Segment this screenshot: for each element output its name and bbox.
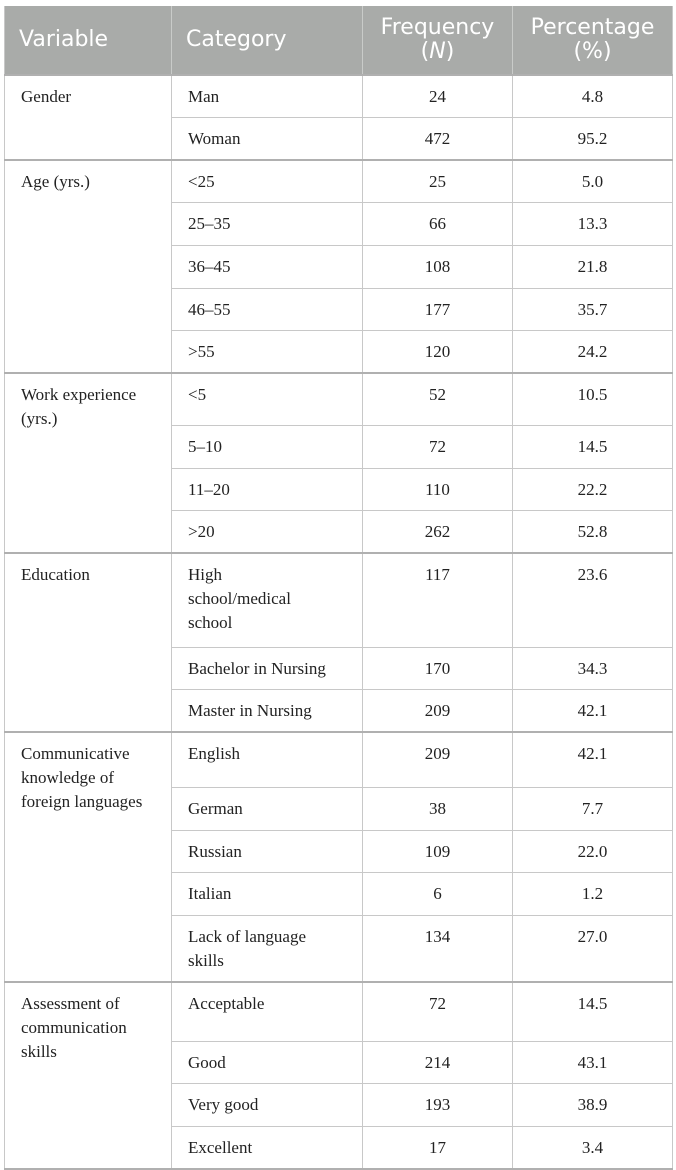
percentage-cell: 35.7 [513, 289, 673, 331]
category-cell: Master in Nursing [172, 689, 363, 732]
frequency-cell: 38 [363, 787, 513, 830]
percentage-cell: 42.1 [513, 689, 673, 732]
header-category: Category [172, 6, 363, 75]
table-row [5, 373, 673, 425]
frequency-cell: 170 [363, 647, 513, 689]
header-percentage-label: Percentage [530, 15, 655, 40]
percentage-cell: 1.2 [513, 872, 673, 915]
percentage-cell: 7.7 [513, 787, 673, 830]
category-cell: <5 [172, 373, 363, 425]
percentage-cell: 3.4 [513, 1127, 673, 1170]
percentage-cell: 5.0 [513, 160, 673, 203]
category-cell: Russian [172, 830, 363, 872]
percentage-cell: 27.0 [513, 915, 673, 982]
table-row [5, 553, 673, 647]
percentage-cell: 23.6 [513, 553, 673, 647]
percentage-cell: 13.3 [513, 203, 673, 246]
header-variable: Variable [5, 6, 172, 75]
frequency-cell: 117 [363, 553, 513, 647]
frequency-cell: 24 [363, 75, 513, 118]
table-row [5, 160, 673, 203]
category-cell: 11–20 [172, 468, 363, 510]
frequency-cell: 6 [363, 872, 513, 915]
header-frequency-unit: (N) [420, 39, 455, 64]
frequency-cell: 17 [363, 1127, 513, 1170]
frequency-cell: 177 [363, 289, 513, 331]
percentage-cell: 22.2 [513, 468, 673, 510]
category-cell: >55 [172, 331, 363, 374]
percentage-cell: 43.1 [513, 1042, 673, 1084]
variable-cell: Age (yrs.) [5, 160, 172, 373]
table-row [5, 732, 673, 787]
frequency-cell: 66 [363, 203, 513, 246]
variable-cell: Assessment of communication skills [5, 982, 172, 1170]
category-cell: Lack of language skills [172, 915, 363, 982]
table-row [5, 982, 673, 1042]
table-container [4, 6, 672, 1170]
demographics-table [4, 6, 673, 1170]
category-cell: 36–45 [172, 246, 363, 289]
category-cell: 25–35 [172, 203, 363, 246]
variable-cell: Work experience (yrs.) [5, 373, 172, 553]
variable-cell: Communicative knowledge of foreign languages [5, 732, 172, 982]
frequency-cell: 262 [363, 510, 513, 553]
frequency-cell: 25 [363, 160, 513, 203]
frequency-cell: 109 [363, 830, 513, 872]
category-cell: Excellent [172, 1127, 363, 1170]
header-frequency-label: Frequency [380, 15, 495, 40]
frequency-cell: 209 [363, 689, 513, 732]
category-cell: German [172, 787, 363, 830]
percentage-cell: 21.8 [513, 246, 673, 289]
category-cell: <25 [172, 160, 363, 203]
category-cell: 5–10 [172, 425, 363, 468]
frequency-cell: 72 [363, 425, 513, 468]
frequency-cell: 472 [363, 118, 513, 161]
table-body [5, 75, 673, 1169]
frequency-cell: 110 [363, 468, 513, 510]
frequency-cell: 120 [363, 331, 513, 374]
frequency-cell: 209 [363, 732, 513, 787]
category-cell: High school/medical school [172, 553, 363, 647]
percentage-cell: 10.5 [513, 373, 673, 425]
category-cell: Bachelor in Nursing [172, 647, 363, 689]
category-cell: Good [172, 1042, 363, 1084]
category-cell: Woman [172, 118, 363, 161]
table-header [5, 6, 673, 75]
category-cell: 46–55 [172, 289, 363, 331]
percentage-cell: 38.9 [513, 1084, 673, 1127]
percentage-cell: 34.3 [513, 647, 673, 689]
category-cell: Acceptable [172, 982, 363, 1042]
percentage-cell: 95.2 [513, 118, 673, 161]
frequency-cell: 72 [363, 982, 513, 1042]
frequency-cell: 214 [363, 1042, 513, 1084]
variable-cell: Gender [5, 75, 172, 160]
category-cell: English [172, 732, 363, 787]
header-frequency [363, 6, 513, 75]
percentage-cell: 14.5 [513, 982, 673, 1042]
category-cell: Italian [172, 872, 363, 915]
percentage-cell: 42.1 [513, 732, 673, 787]
header-percentage [513, 6, 673, 75]
percentage-cell: 14.5 [513, 425, 673, 468]
category-cell: >20 [172, 510, 363, 553]
frequency-cell: 108 [363, 246, 513, 289]
percentage-cell: 24.2 [513, 331, 673, 374]
header-frequency-unit-n: N [429, 39, 446, 64]
percentage-cell: 52.8 [513, 510, 673, 553]
category-cell: Man [172, 75, 363, 118]
frequency-cell: 52 [363, 373, 513, 425]
category-cell: Very good [172, 1084, 363, 1127]
frequency-cell: 193 [363, 1084, 513, 1127]
percentage-cell: 4.8 [513, 75, 673, 118]
header-percentage-unit: (%) [573, 39, 612, 64]
table-row [5, 75, 673, 118]
percentage-cell: 22.0 [513, 830, 673, 872]
header-row [5, 6, 673, 75]
frequency-cell: 134 [363, 915, 513, 982]
variable-cell: Education [5, 553, 172, 732]
